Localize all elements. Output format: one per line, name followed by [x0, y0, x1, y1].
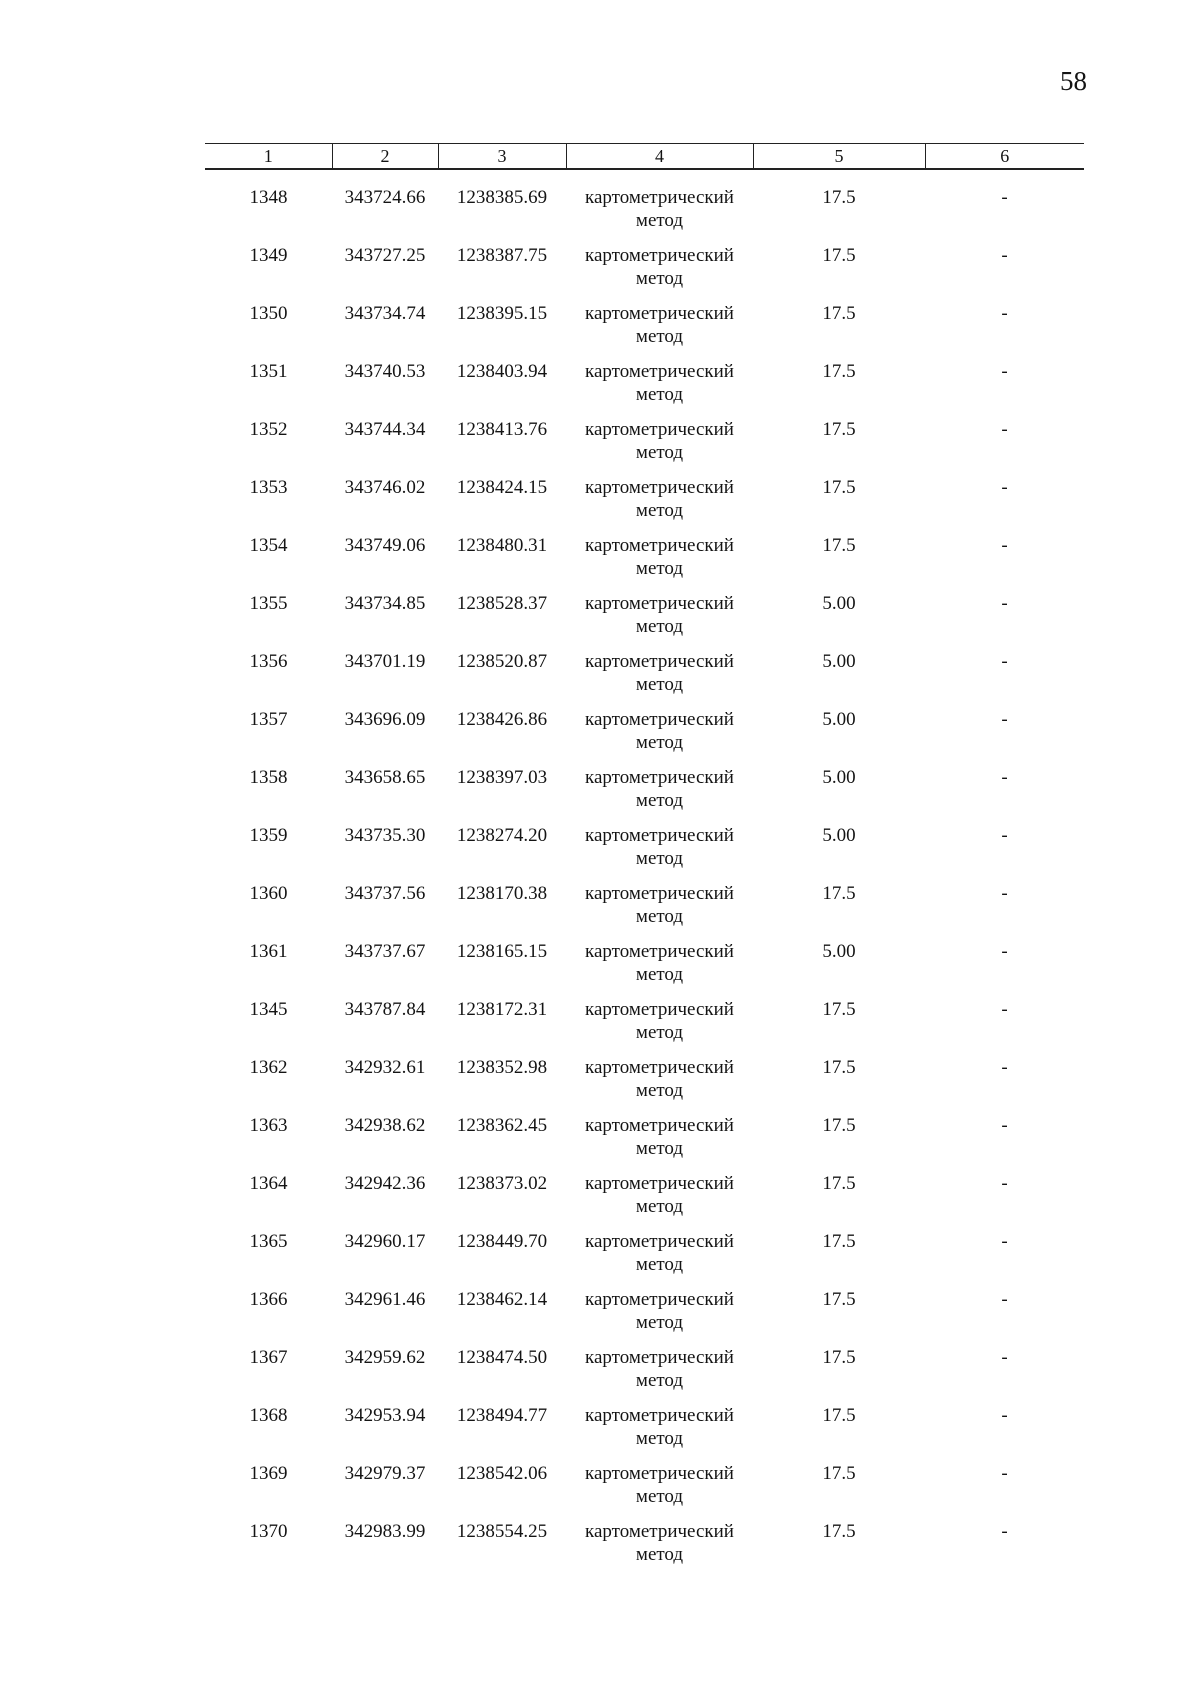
method-line-2: метод	[635, 500, 684, 521]
note-cell: -	[1001, 767, 1008, 788]
method-line-2: метод	[635, 1022, 684, 1043]
note-cell: -	[1001, 419, 1008, 440]
x-coordinate-cell: 342959.62	[344, 1347, 426, 1368]
note-cell: -	[1001, 593, 1008, 614]
column-header-3: 3	[438, 144, 566, 170]
method-line-2: метод	[635, 1370, 684, 1391]
table-row	[205, 1288, 1084, 1346]
point-number-cell: 1345	[249, 999, 288, 1020]
point-number-cell: 1355	[249, 593, 288, 614]
method-line-2: метод	[635, 384, 684, 405]
y-coordinate-cell: 1238395.15	[456, 303, 548, 324]
table-row	[205, 169, 1084, 244]
method-line-1: картометрический	[585, 999, 734, 1020]
table-row	[205, 302, 1084, 360]
accuracy-cell: 17.5	[822, 883, 856, 904]
point-number-cell: 1357	[249, 709, 288, 730]
note-cell: -	[1001, 1289, 1008, 1310]
column-header-5: 5	[753, 144, 925, 170]
note-cell: -	[1001, 651, 1008, 672]
method-cell	[566, 534, 753, 592]
x-coordinate-cell: 342983.99	[344, 1521, 426, 1542]
method-cell	[566, 766, 753, 824]
point-number-cell: 1370	[249, 1521, 288, 1542]
y-coordinate-cell: 1238403.94	[456, 361, 548, 382]
note-cell: -	[1001, 1463, 1008, 1484]
y-coordinate-cell: 1238397.03	[456, 767, 548, 788]
y-coordinate-cell: 1238480.31	[456, 535, 548, 556]
method-line-1: картометрический	[585, 477, 734, 498]
method-cell	[566, 1114, 753, 1172]
accuracy-cell: 17.5	[822, 1057, 856, 1078]
method-cell	[566, 940, 753, 998]
point-number-cell: 1368	[249, 1405, 288, 1426]
y-coordinate-cell: 1238413.76	[456, 419, 548, 440]
point-number-cell: 1354	[249, 535, 288, 556]
note-cell: -	[1001, 535, 1008, 556]
table-row	[205, 476, 1084, 534]
x-coordinate-cell: 343737.67	[344, 941, 426, 962]
note-cell: -	[1001, 245, 1008, 266]
method-line-1: картометрический	[585, 187, 734, 208]
table-row	[205, 1462, 1084, 1520]
table-row	[205, 1230, 1084, 1288]
note-cell: -	[1001, 477, 1008, 498]
x-coordinate-cell: 343744.34	[344, 419, 426, 440]
y-coordinate-cell: 1238474.50	[456, 1347, 548, 1368]
y-coordinate-cell: 1238385.69	[456, 187, 548, 208]
table-body	[205, 169, 1084, 1578]
y-coordinate-cell: 1238172.31	[456, 999, 548, 1020]
method-line-1: картометрический	[585, 419, 734, 440]
method-cell	[566, 1230, 753, 1288]
note-cell: -	[1001, 825, 1008, 846]
x-coordinate-cell: 343749.06	[344, 535, 426, 556]
y-coordinate-cell: 1238274.20	[456, 825, 548, 846]
table-row	[205, 418, 1084, 476]
accuracy-cell: 5.00	[822, 593, 856, 614]
point-number-cell: 1352	[249, 419, 288, 440]
x-coordinate-cell: 343696.09	[344, 709, 426, 730]
y-coordinate-cell: 1238449.70	[456, 1231, 548, 1252]
method-line-1: картометрический	[585, 1405, 734, 1426]
table-row	[205, 1346, 1084, 1404]
method-cell	[566, 1404, 753, 1462]
method-line-2: метод	[635, 964, 684, 985]
method-line-1: картометрический	[585, 767, 734, 788]
method-line-2: метод	[635, 906, 684, 927]
method-cell	[566, 592, 753, 650]
note-cell: -	[1001, 1521, 1008, 1542]
y-coordinate-cell: 1238528.37	[456, 593, 548, 614]
method-line-1: картометрический	[585, 651, 734, 672]
point-number-cell: 1360	[249, 883, 288, 904]
accuracy-cell: 17.5	[822, 361, 856, 382]
method-cell	[566, 824, 753, 882]
table-row	[205, 1056, 1084, 1114]
method-line-2: метод	[635, 616, 684, 637]
accuracy-cell: 17.5	[822, 1463, 856, 1484]
method-line-2: метод	[635, 674, 684, 695]
method-line-2: метод	[635, 848, 684, 869]
accuracy-cell: 17.5	[822, 1231, 856, 1252]
column-header-2: 2	[332, 144, 438, 170]
x-coordinate-cell: 342961.46	[344, 1289, 426, 1310]
y-coordinate-cell: 1238362.45	[456, 1115, 548, 1136]
coordinates-table-container	[205, 143, 1084, 1578]
y-coordinate-cell: 1238373.02	[456, 1173, 548, 1194]
table-row	[205, 998, 1084, 1056]
method-cell	[566, 1056, 753, 1114]
method-line-1: картометрический	[585, 1521, 734, 1542]
method-line-1: картометрический	[585, 1115, 734, 1136]
method-cell	[566, 1462, 753, 1520]
page-number: 58	[1060, 66, 1087, 96]
table-row	[205, 766, 1084, 824]
coordinates-table	[205, 143, 1084, 1578]
method-line-1: картометрический	[585, 825, 734, 846]
column-header-1: 1	[205, 144, 332, 170]
method-cell	[566, 1520, 753, 1578]
point-number-cell: 1353	[249, 477, 288, 498]
method-line-2: метод	[635, 1196, 684, 1217]
method-line-2: метод	[635, 442, 684, 463]
method-line-1: картометрический	[585, 709, 734, 730]
point-number-cell: 1363	[249, 1115, 288, 1136]
method-line-1: картометрический	[585, 535, 734, 556]
x-coordinate-cell: 343737.56	[344, 883, 426, 904]
method-line-2: метод	[635, 1544, 684, 1565]
accuracy-cell: 17.5	[822, 999, 856, 1020]
y-coordinate-cell: 1238426.86	[456, 709, 548, 730]
method-line-2: метод	[635, 1080, 684, 1101]
accuracy-cell: 17.5	[822, 419, 856, 440]
method-cell	[566, 244, 753, 302]
method-line-1: картометрический	[585, 1057, 734, 1078]
method-cell	[566, 1172, 753, 1230]
accuracy-cell: 17.5	[822, 477, 856, 498]
method-cell	[566, 1346, 753, 1404]
x-coordinate-cell: 343734.85	[344, 593, 426, 614]
method-line-1: картометрический	[585, 1173, 734, 1194]
table-row	[205, 650, 1084, 708]
column-header-4: 4	[566, 144, 753, 170]
method-line-2: метод	[635, 1428, 684, 1449]
accuracy-cell: 17.5	[822, 187, 856, 208]
method-line-2: метод	[635, 790, 684, 811]
x-coordinate-cell: 342938.62	[344, 1115, 426, 1136]
note-cell: -	[1001, 1347, 1008, 1368]
accuracy-cell: 17.5	[822, 1289, 856, 1310]
method-line-1: картометрический	[585, 303, 734, 324]
method-line-1: картометрический	[585, 883, 734, 904]
table-row	[205, 708, 1084, 766]
method-cell	[566, 418, 753, 476]
y-coordinate-cell: 1238520.87	[456, 651, 548, 672]
y-coordinate-cell: 1238494.77	[456, 1405, 548, 1426]
method-cell	[566, 360, 753, 418]
accuracy-cell: 17.5	[822, 1405, 856, 1426]
method-line-1: картометрический	[585, 1231, 734, 1252]
point-number-cell: 1361	[249, 941, 288, 962]
x-coordinate-cell: 342960.17	[344, 1231, 426, 1252]
accuracy-cell: 5.00	[822, 941, 856, 962]
method-line-1: картометрический	[585, 1347, 734, 1368]
point-number-cell: 1369	[249, 1463, 288, 1484]
x-coordinate-cell: 343746.02	[344, 477, 426, 498]
note-cell: -	[1001, 303, 1008, 324]
y-coordinate-cell: 1238170.38	[456, 883, 548, 904]
table-row	[205, 824, 1084, 882]
method-cell	[566, 476, 753, 534]
point-number-cell: 1364	[249, 1173, 288, 1194]
table-row	[205, 882, 1084, 940]
method-line-2: метод	[635, 732, 684, 753]
accuracy-cell: 17.5	[822, 245, 856, 266]
method-line-2: метод	[635, 210, 684, 231]
point-number-cell: 1349	[249, 245, 288, 266]
point-number-cell: 1351	[249, 361, 288, 382]
accuracy-cell: 17.5	[822, 1347, 856, 1368]
note-cell: -	[1001, 999, 1008, 1020]
method-cell	[566, 169, 753, 244]
x-coordinate-cell: 343734.74	[344, 303, 426, 324]
table-row	[205, 1172, 1084, 1230]
method-line-1: картометрический	[585, 593, 734, 614]
accuracy-cell: 5.00	[822, 825, 856, 846]
table-row	[205, 534, 1084, 592]
y-coordinate-cell: 1238462.14	[456, 1289, 548, 1310]
x-coordinate-cell: 343724.66	[344, 187, 426, 208]
accuracy-cell: 17.5	[822, 1173, 856, 1194]
note-cell: -	[1001, 1173, 1008, 1194]
accuracy-cell: 17.5	[822, 1521, 856, 1542]
x-coordinate-cell: 343740.53	[344, 361, 426, 382]
table-row	[205, 244, 1084, 302]
accuracy-cell: 5.00	[822, 767, 856, 788]
method-line-1: картометрический	[585, 245, 734, 266]
x-coordinate-cell: 343787.84	[344, 999, 426, 1020]
table-header-row	[205, 144, 1084, 170]
method-cell	[566, 708, 753, 766]
method-line-1: картометрический	[585, 941, 734, 962]
table-row	[205, 592, 1084, 650]
x-coordinate-cell: 343701.19	[344, 651, 426, 672]
point-number-cell: 1366	[249, 1289, 288, 1310]
x-coordinate-cell: 342942.36	[344, 1173, 426, 1194]
method-cell	[566, 302, 753, 360]
note-cell: -	[1001, 941, 1008, 962]
accuracy-cell: 17.5	[822, 535, 856, 556]
point-number-cell: 1358	[249, 767, 288, 788]
y-coordinate-cell: 1238352.98	[456, 1057, 548, 1078]
accuracy-cell: 5.00	[822, 709, 856, 730]
note-cell: -	[1001, 883, 1008, 904]
method-line-2: метод	[635, 1486, 684, 1507]
y-coordinate-cell: 1238424.15	[456, 477, 548, 498]
note-cell: -	[1001, 1057, 1008, 1078]
method-line-2: метод	[635, 268, 684, 289]
column-header-6: 6	[925, 144, 1084, 170]
table-row	[205, 1520, 1084, 1578]
point-number-cell: 1362	[249, 1057, 288, 1078]
method-line-2: метод	[635, 1138, 684, 1159]
x-coordinate-cell: 342932.61	[344, 1057, 426, 1078]
point-number-cell: 1350	[249, 303, 288, 324]
accuracy-cell: 5.00	[822, 651, 856, 672]
point-number-cell: 1348	[249, 187, 288, 208]
method-line-2: метод	[635, 558, 684, 579]
method-line-2: метод	[635, 326, 684, 347]
y-coordinate-cell: 1238387.75	[456, 245, 548, 266]
point-number-cell: 1359	[249, 825, 288, 846]
method-line-1: картометрический	[585, 1463, 734, 1484]
note-cell: -	[1001, 361, 1008, 382]
table-row	[205, 940, 1084, 998]
y-coordinate-cell: 1238554.25	[456, 1521, 548, 1542]
x-coordinate-cell: 342953.94	[344, 1405, 426, 1426]
method-line-1: картометрический	[585, 361, 734, 382]
x-coordinate-cell: 342979.37	[344, 1463, 426, 1484]
accuracy-cell: 17.5	[822, 1115, 856, 1136]
accuracy-cell: 17.5	[822, 303, 856, 324]
point-number-cell: 1356	[249, 651, 288, 672]
method-line-2: метод	[635, 1312, 684, 1333]
point-number-cell: 1365	[249, 1231, 288, 1252]
method-line-2: метод	[635, 1254, 684, 1275]
table-row	[205, 1404, 1084, 1462]
x-coordinate-cell: 343735.30	[344, 825, 426, 846]
x-coordinate-cell: 343658.65	[344, 767, 426, 788]
method-cell	[566, 1288, 753, 1346]
table-row	[205, 360, 1084, 418]
note-cell: -	[1001, 709, 1008, 730]
method-cell	[566, 998, 753, 1056]
method-line-1: картометрический	[585, 1289, 734, 1310]
y-coordinate-cell: 1238165.15	[456, 941, 548, 962]
point-number-cell: 1367	[249, 1347, 288, 1368]
x-coordinate-cell: 343727.25	[344, 245, 426, 266]
y-coordinate-cell: 1238542.06	[456, 1463, 548, 1484]
note-cell: -	[1001, 187, 1008, 208]
note-cell: -	[1001, 1405, 1008, 1426]
table-row	[205, 1114, 1084, 1172]
note-cell: -	[1001, 1231, 1008, 1252]
method-cell	[566, 882, 753, 940]
note-cell: -	[1001, 1115, 1008, 1136]
method-cell	[566, 650, 753, 708]
